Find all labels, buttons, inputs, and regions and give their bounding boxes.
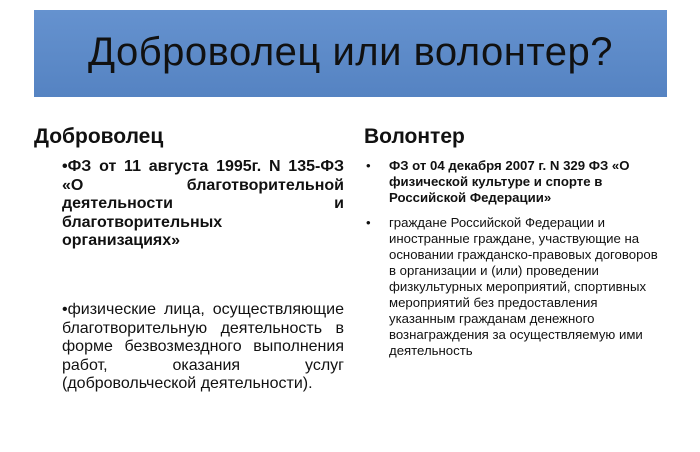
right-column-list [364, 158, 664, 359]
title-banner [34, 10, 667, 97]
slide-title: Доброволец или волонтер? [87, 30, 613, 74]
right-definition [364, 215, 664, 359]
bullet-icon: • [366, 215, 371, 230]
left-law-reference: •ФЗ от 11 августа 1995г. N 135-ФЗ «О благотворительной деятельности и благотворительных организациях» [62, 158, 344, 250]
right-law-text: ФЗ от 04 декабря 2007 г. N 329 ФЗ «О физической культуре и спорте в Российской Федерации» [389, 158, 630, 205]
left-column-list [34, 158, 344, 394]
volunteer-volonter-column [364, 122, 664, 368]
right-column-heading: Волонтер [364, 125, 465, 148]
right-law-reference [364, 158, 664, 206]
right-definition-text: граждане Российской Федерации и иностранные граждане, участвующие на основании гражданско-правовых договоров в организации и (или) проведении физкультурных мероприятий, спортивных мероприятий без предоставления указанным гражданам денежного вознаграждения за осуществляемую ими деятельность [389, 215, 658, 358]
volunteer-dobrovolets-column [34, 122, 344, 394]
left-column-heading: Доброволец [34, 125, 164, 148]
left-definition: •физические лица, осуществляющие благотворительную деятельность в форме безвозмездного выполнения работ, оказания услуг (добровольческой деятельности). [62, 300, 344, 393]
bullet-icon: • [366, 158, 371, 173]
